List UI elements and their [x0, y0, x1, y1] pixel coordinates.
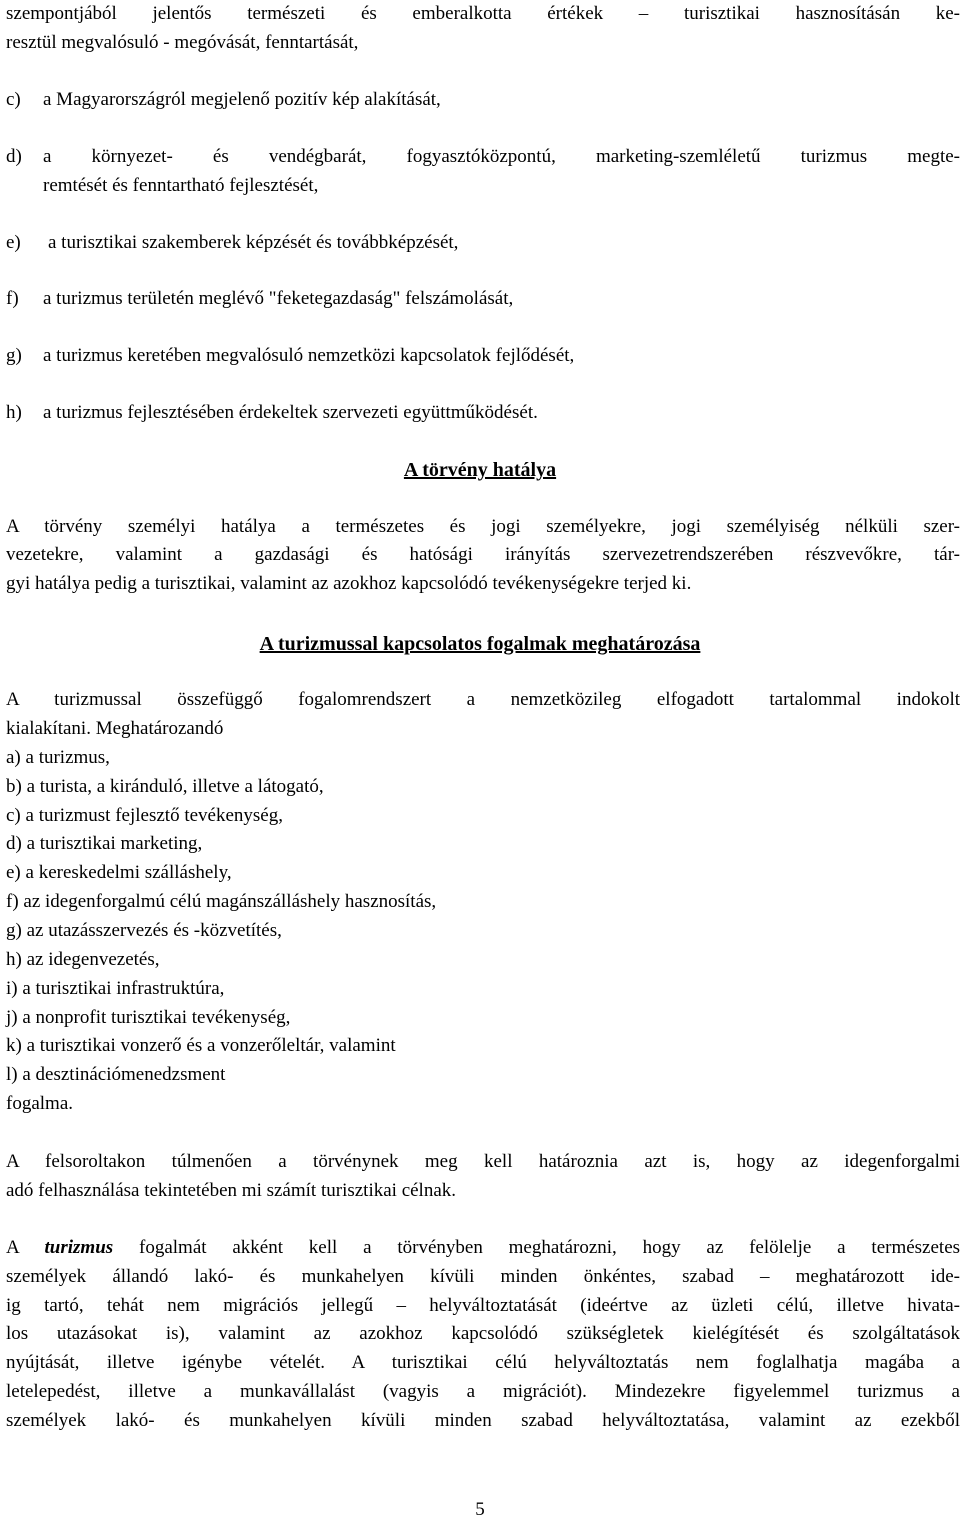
- list-item-f: [6, 287, 960, 311]
- list-b-line2: resztül megvalósuló - megóvását, fenntartását,: [6, 32, 359, 53]
- list-item-d-line2: remtését és fenntartható fejlesztését,: [43, 175, 319, 196]
- paragraph-line: A törvény személyi hatálya a természetes és jogi személyekre, jogi személyiség nélküli szer-: [6, 516, 960, 537]
- list-item-g: [6, 344, 960, 368]
- definition-item: f) az idegenforgalmú célú magánszálláshely hasznosítás,: [6, 891, 437, 912]
- list-text: a turizmus területén meglévő "feketegazdaság" felszámolását,: [43, 288, 514, 309]
- paragraph-line: gyi hatálya pedig a turisztikai, valamint az azokhoz kapcsolódó tevékenységekre terjed ki.: [6, 573, 692, 594]
- list-label: g): [6, 345, 22, 366]
- paragraph-line: A turizmussal összefüggő fogalomrendszert a nemzetközileg elfogadott tartalommal indokolt: [6, 689, 960, 710]
- list-item-h: [6, 401, 960, 425]
- definition-item: j) a nonprofit turisztikai tevékenység,: [6, 1007, 291, 1028]
- section-heading-scope: A törvény hatálya: [403, 459, 557, 481]
- section-heading-definitions: A turizmussal kapcsolatos fogalmak meghatározása: [259, 633, 701, 655]
- text: fogalmát akként kell a törvényben meghatározni, hogy az felölelje a természetes: [139, 1237, 960, 1258]
- paragraph-line: vezetekre, valamint a gazdasági és hatósági irányítás szervezetrendszerében részvevőkre, tár-: [6, 544, 960, 565]
- paragraph-line: személyek állandó lakó- és munkahelyen kívüli minden önkéntes, szabad – meghatározott ide-: [6, 1266, 960, 1287]
- paragraph-line: [6, 1236, 960, 1260]
- definition-item: a) a turizmus,: [6, 747, 110, 768]
- definition-item: e) a kereskedelmi szálláshely,: [6, 862, 232, 883]
- list-label: f): [6, 288, 19, 309]
- definition-item: c) a turizmust fejlesztő tevékenység,: [6, 805, 283, 826]
- list-label: e): [6, 232, 21, 253]
- term-turizmus: turizmus: [44, 1237, 114, 1258]
- definition-item: l) a desztinációmenedzsment: [6, 1064, 226, 1085]
- paragraph-line: A felsoroltakon túlmenően a törvénynek meg kell határoznia azt is, hogy az idegenforgalmi: [6, 1151, 960, 1172]
- page-number: 5: [475, 1499, 485, 1520]
- definition-item: d) a turisztikai marketing,: [6, 833, 203, 854]
- list-item-d-line1: [6, 145, 960, 169]
- list-text: a turisztikai szakemberek képzését és továbbképzését,: [48, 232, 459, 253]
- definition-item: b) a turista, a kiránduló, illetve a látogató,: [6, 776, 324, 797]
- text: A: [6, 1237, 19, 1258]
- list-text: a környezet- és vendégbarát, fogyasztóközpontú, marketing-szemléletű turizmus megte-: [43, 146, 960, 167]
- paragraph-line: kialakítani. Meghatározandó: [6, 718, 224, 739]
- list-item-c: [6, 88, 960, 112]
- definition-item: h) az idegenvezetés,: [6, 949, 160, 970]
- list-label: d): [6, 146, 22, 167]
- list-text: a turizmus fejlesztésében érdekeltek szervezeti együttműködését.: [43, 402, 538, 423]
- list-label: h): [6, 402, 22, 423]
- list-b-line1: szempontjából jelentős természeti és emberalkotta értékek – turisztikai hasznosításán ke-: [6, 3, 960, 24]
- list-text: a turizmus keretében megvalósuló nemzetközi kapcsolatok fejlődését,: [43, 345, 575, 366]
- paragraph-line: adó felhasználása tekintetében mi számít turisztikai célnak.: [6, 1180, 457, 1201]
- paragraph-line: letelepedést, illetve a munkavállalást (vagyis a migrációt). Mindezekre figyelemmel turizmus a: [6, 1381, 960, 1402]
- definition-closing: fogalma.: [6, 1093, 74, 1114]
- list-text: a Magyarországról megjelenő pozitív kép alakítását,: [43, 89, 441, 110]
- paragraph-line: los utazásokat is), valamint az azokhoz kapcsolódó szükségletek kielégítését és szolgáltatások: [6, 1323, 960, 1344]
- paragraph-line: személyek lakó- és munkahelyen kívüli minden szabad helyváltoztatása, valamint az ezekből: [6, 1410, 960, 1431]
- list-label: c): [6, 89, 21, 110]
- definition-item: k) a turisztikai vonzerő és a vonzerőleltár, valamint: [6, 1035, 396, 1056]
- definition-item: i) a turisztikai infrastruktúra,: [6, 978, 225, 999]
- paragraph-line: nyújtását, illetve igénybe vételét. A turisztikai célú helyváltoztatás nem foglalhatja magába a: [6, 1352, 960, 1373]
- list-item-e: [6, 231, 960, 255]
- definition-item: g) az utazásszervezés és -közvetítés,: [6, 920, 282, 941]
- paragraph-line: ig tartó, tehát nem migrációs jellegű – helyváltoztatását (ideértve az üzleti célú, illetve hivata-: [6, 1295, 960, 1316]
